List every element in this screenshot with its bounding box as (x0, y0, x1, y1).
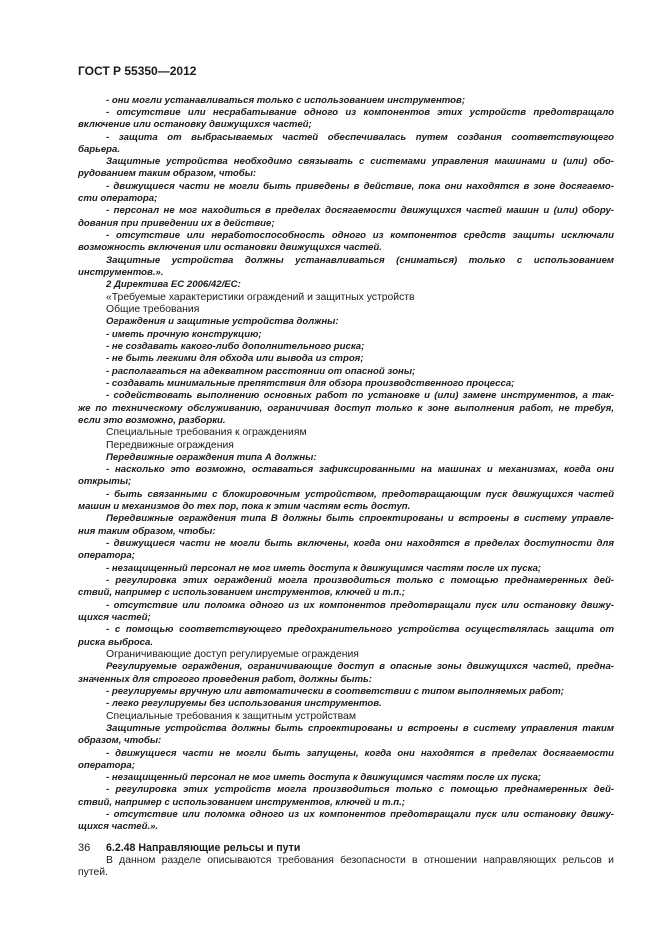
text-line: оператора; (78, 550, 135, 562)
text-line: если это возможно, разборки. (78, 414, 226, 426)
text-line: рудованием таким образом, чтобы: (78, 168, 257, 180)
text-line: - отсутствие или несрабатывание одного из компонентов этих устройств предотвращало (106, 106, 614, 118)
text-line: Ограничивающие доступ регулируемые ограждения (106, 648, 359, 660)
text-line: - с помощью соответствующего предохранительного устройства осуществлялась защита от (106, 624, 614, 636)
page-number: 36 (78, 842, 91, 854)
text-line: же по техническому обслуживанию, ограничивая доступ только к зоне выполнения работ, не требуя, (78, 402, 614, 414)
text-line: Передвижные ограждения типа А должны: (106, 451, 317, 463)
text-line: - регулировка этих устройств могла производиться только с помощью преднамеренных дей- (106, 784, 614, 796)
text-line: «Требуемые характеристики ограждений и защитных устройств (106, 291, 415, 303)
text-line: - незащищенный персонал не мог иметь доступа к движущимся частям после их пуска; (106, 772, 542, 784)
text-line: машин и механизмов до тех пор, пока к этим частям есть доступ. (78, 501, 411, 513)
text-line: - не быть легкими для обхода или вывода из строя; (106, 353, 364, 365)
text-line: ствий, например с использованием инструментов, ключей и т.п.; (78, 587, 405, 599)
text-line: Защитные устройства должны быть спроектированы и встроены в систему управления таким (106, 722, 614, 734)
text-line: - незащищенный персонал не мог иметь доступа к движущимся частям после их пуска; (106, 562, 542, 574)
text-line: - регулируемы вручную или автоматически в соответствии с типом выполняемых работ; (106, 685, 564, 697)
text-line: - быть связанными с блокировочным устройством, предотвращающим пуск движущихся частей (106, 488, 614, 500)
text-line: - легко регулируемы без использования инструментов. (106, 698, 382, 710)
text-line: 2 Директива ЕС 2006/42/ЕС: (106, 279, 241, 291)
text-line: - насколько это возможно, оставаться зафиксированными на машинах и механизмах, когда они (106, 464, 614, 476)
text-line: сти оператора; (78, 193, 158, 205)
text-line: - регулировка этих ограждений могла производиться только с помощью преднамеренных дей- (106, 575, 614, 586)
text-line: щихся частей.». (78, 821, 159, 833)
text-line: инструментов.». (78, 267, 164, 278)
text-line: Специальные требования к ограждениям (106, 427, 307, 439)
text-line: - они могли устанавливаться только с использованием инструментов; (106, 94, 466, 106)
text-line: оператора; (78, 759, 135, 771)
text-line: Специальные требования к защитным устройствам (106, 710, 356, 722)
text-line: Защитные устройства должны устанавливаться (сниматься) только с использованием (106, 254, 614, 266)
text-line: образом, чтобы: (78, 735, 162, 747)
text-line: ствий, например с использованием инструментов, ключей и т.п.; (78, 796, 405, 808)
text-line: дования при приведении их в действие; (78, 217, 275, 229)
text-line: путей. (78, 867, 108, 879)
text-line: возможность включения или остановки движущихся частей. (78, 242, 382, 254)
page-header: ГОСТ Р 55350—2012 (78, 64, 197, 78)
text-line: барьера. (78, 143, 121, 155)
text-line: - отсутствие или поломка одного из их компонентов предотвращали пуск или остановку движу- (106, 599, 614, 611)
text-line: Регулируемые ограждения, ограничивающие доступ в опасные зоны движущихся частей, предна- (106, 661, 614, 673)
text-line: - движущиеся части не могли быть приведены в действие, пока они находятся в зоне досягаемо- (106, 180, 614, 192)
text-line: - не создавать какого-либо дополнительного риска; (106, 340, 365, 352)
text-line: ния таким образом, чтобы: (78, 525, 216, 537)
text-line: - располагаться на адекватном расстоянии от опасной зоны; (106, 365, 416, 377)
text-line: щихся частей; (78, 611, 151, 623)
text-line: риска выброса. (78, 636, 154, 648)
text-line: Защитные устройства необходимо связывать с системами управления машинами и (или) обо- (106, 156, 614, 168)
text-line: - движущиеся части не могли быть запущены, когда они находятся в пределах досягаемости (106, 747, 614, 759)
text-line: Общие требования (106, 303, 200, 315)
text-line: В данном разделе описываются требования безопасности в отношении направляющих рельсов и (106, 855, 614, 866)
section-heading: 6.2.48 Направляющие рельсы и пути (106, 841, 301, 854)
text-line: - иметь прочную конструкцию; (106, 328, 262, 340)
text-line: - создавать минимальные препятствия для обзора производственного процесса; (106, 377, 515, 389)
text-line: - защита от выбрасываемых частей обеспечивалась путем создания соответствующего (106, 131, 614, 143)
text-line: - отсутствие или поломка одного из их компонентов предотвращали пуск или остановку движу- (106, 809, 614, 821)
text-line: значенных для строгого проведения работ, должны быть: (78, 673, 372, 685)
text-line: - персонал не мог находиться в пределах досягаемости движущихся частей машин и (или) обору- (106, 205, 614, 217)
text-line: Ограждения и защитные устройства должны: (106, 316, 339, 328)
text-line: включение или остановку движущихся частей; (78, 119, 312, 131)
text-line: Передвижные ограждения типа В должны быть спроектированы и встроены в систему управле- (106, 513, 614, 525)
text-line: Передвижные ограждения (106, 439, 234, 451)
text-line: - содействовать выполнению основных работ по установке и (или) замене инструментов, а так- (106, 390, 614, 402)
text-line: - отсутствие или неработоспособность одного из компонентов средств защиты исключали (106, 230, 614, 241)
text-line: - движущиеся части не могли быть включены, когда они находятся в пределах доступности для (106, 538, 614, 549)
text-line: открыты; (78, 476, 132, 488)
